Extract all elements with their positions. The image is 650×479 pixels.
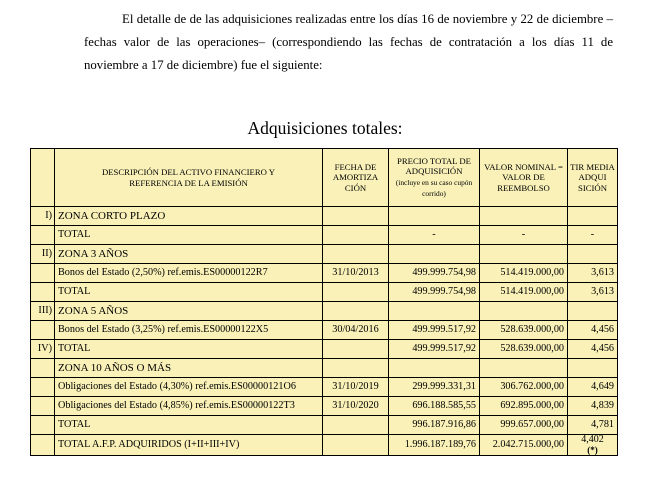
row-fecha [323,283,389,302]
row-description: Obligaciones del Estado (4,30%) ref.emis.ES00000121O6 [55,378,323,397]
row-roman [31,226,55,245]
row-description: ZONA 3 AÑOS [55,245,323,264]
row-tir: 3,613 [568,264,618,283]
row-precio: 996.187.916,86 [389,416,480,435]
grand-total-fecha [323,435,389,456]
row-nominal [480,207,568,226]
row-tir: 4,839 [568,397,618,416]
row-roman [31,416,55,435]
table-row [31,416,618,435]
row-description: Bonos del Estado (2,50%) ref.emis.ES00000122R7 [55,264,323,283]
header-nominal: VALOR NOMINAL = VALOR DE REEMBOLSO [480,149,568,207]
header-descripcion: DESCRIPCIÓN DEL ACTIVO FINANCIERO Y REFERENCIA DE LA EMISIÓN [55,149,323,207]
row-fecha: 31/10/2020 [323,397,389,416]
row-nominal: 514.419.000,00 [480,264,568,283]
row-description: ZONA CORTO PLAZO [55,207,323,226]
row-precio: - [389,226,480,245]
row-precio: 499.999.517,92 [389,321,480,340]
row-precio [389,245,480,264]
row-precio [389,207,480,226]
row-roman [31,264,55,283]
row-tir: 3,613 [568,283,618,302]
row-roman [31,283,55,302]
table-row [31,226,618,245]
row-fecha: 30/04/2016 [323,321,389,340]
row-nominal: 306.762.000,00 [480,378,568,397]
row-fecha [323,359,389,378]
table-row [31,340,618,359]
grand-total-precio: 1.996.187.189,76 [389,435,480,456]
grand-total-tir-value: 4,402 [581,434,604,445]
row-tir: - [568,226,618,245]
header-tir: TIR MEDIA ADQUI SICIÓN [568,149,618,207]
table-title: Adquisiciones totales: [247,118,403,138]
row-nominal: 514.419.000,00 [480,283,568,302]
row-precio: 696.188.585,55 [389,397,480,416]
table-row [31,283,618,302]
intro-paragraph: El detalle de de las adquisiciones realizadas entre los días 16 de noviembre y 22 de diciembre –fechas valor de las operaciones– (correspondiendo las fechas de contratación a los días 11 de noviembre a 17 de diciembre) fue el siguiente: [84,12,613,72]
header-row [31,149,618,207]
row-fecha [323,207,389,226]
table-body [31,207,618,435]
row-tir [568,207,618,226]
row-roman: I) [31,207,55,226]
grand-total-row [31,435,618,456]
row-roman: IV) [31,340,55,359]
table-row [31,302,618,321]
table-row [31,245,618,264]
row-description: Obligaciones del Estado (4,85%) ref.emis.ES00000122T3 [55,397,323,416]
row-tir [568,302,618,321]
row-roman [31,378,55,397]
row-fecha [323,302,389,321]
row-precio: 499.999.754,98 [389,264,480,283]
header-precio [389,149,480,207]
row-roman: II) [31,245,55,264]
grand-total-roman [31,435,55,456]
row-fecha [323,340,389,359]
header-precio-note: (incluye en su caso cupón corrido) [395,177,473,198]
row-roman: III) [31,302,55,321]
table-row [31,264,618,283]
row-fecha: 31/10/2013 [323,264,389,283]
row-precio [389,302,480,321]
row-tir: 4,781 [568,416,618,435]
table-row [31,359,618,378]
row-description: ZONA 10 AÑOS O MÁS [55,359,323,378]
acquisitions-table [30,148,618,456]
row-fecha: 31/10/2019 [323,378,389,397]
row-precio: 499.999.754,98 [389,283,480,302]
row-nominal: 528.639.000,00 [480,340,568,359]
row-nominal [480,302,568,321]
row-nominal: 692.895.000,00 [480,397,568,416]
row-tir [568,359,618,378]
row-description: Bonos del Estado (3,25%) ref.emis.ES00000122X5 [55,321,323,340]
grand-total-tir [568,435,618,456]
table-row [31,321,618,340]
header-blank [31,149,55,207]
row-description: TOTAL [55,226,323,245]
row-precio: 499.999.517,92 [389,340,480,359]
row-tir: 4,649 [568,378,618,397]
row-roman [31,321,55,340]
row-description: TOTAL [55,340,323,359]
table-row [31,207,618,226]
row-description: TOTAL [55,283,323,302]
row-precio: 299.999.331,31 [389,378,480,397]
row-fecha [323,245,389,264]
row-fecha [323,416,389,435]
row-roman [31,397,55,416]
row-nominal: 528.639.000,00 [480,321,568,340]
header-precio-label: PRECIO TOTAL DE ADQUISICIÓN [397,155,471,176]
grand-total-nominal: 2.042.715.000,00 [480,435,568,456]
row-tir: 4,456 [568,321,618,340]
row-tir: 4,456 [568,340,618,359]
row-nominal: - [480,226,568,245]
row-nominal: 999.657.000,00 [480,416,568,435]
header-fecha: FECHA DE AMORTIZA CIÓN [323,149,389,207]
row-tir [568,245,618,264]
row-nominal [480,245,568,264]
row-fecha [323,226,389,245]
grand-total-tir-note: (*) [587,445,598,455]
row-description: TOTAL [55,416,323,435]
row-description: ZONA 5 AÑOS [55,302,323,321]
table-row [31,378,618,397]
grand-total-desc: TOTAL A.F.P. ADQUIRIDOS (I+II+III+IV) [55,435,323,456]
row-nominal [480,359,568,378]
table-row [31,397,618,416]
row-precio [389,359,480,378]
row-roman [31,359,55,378]
